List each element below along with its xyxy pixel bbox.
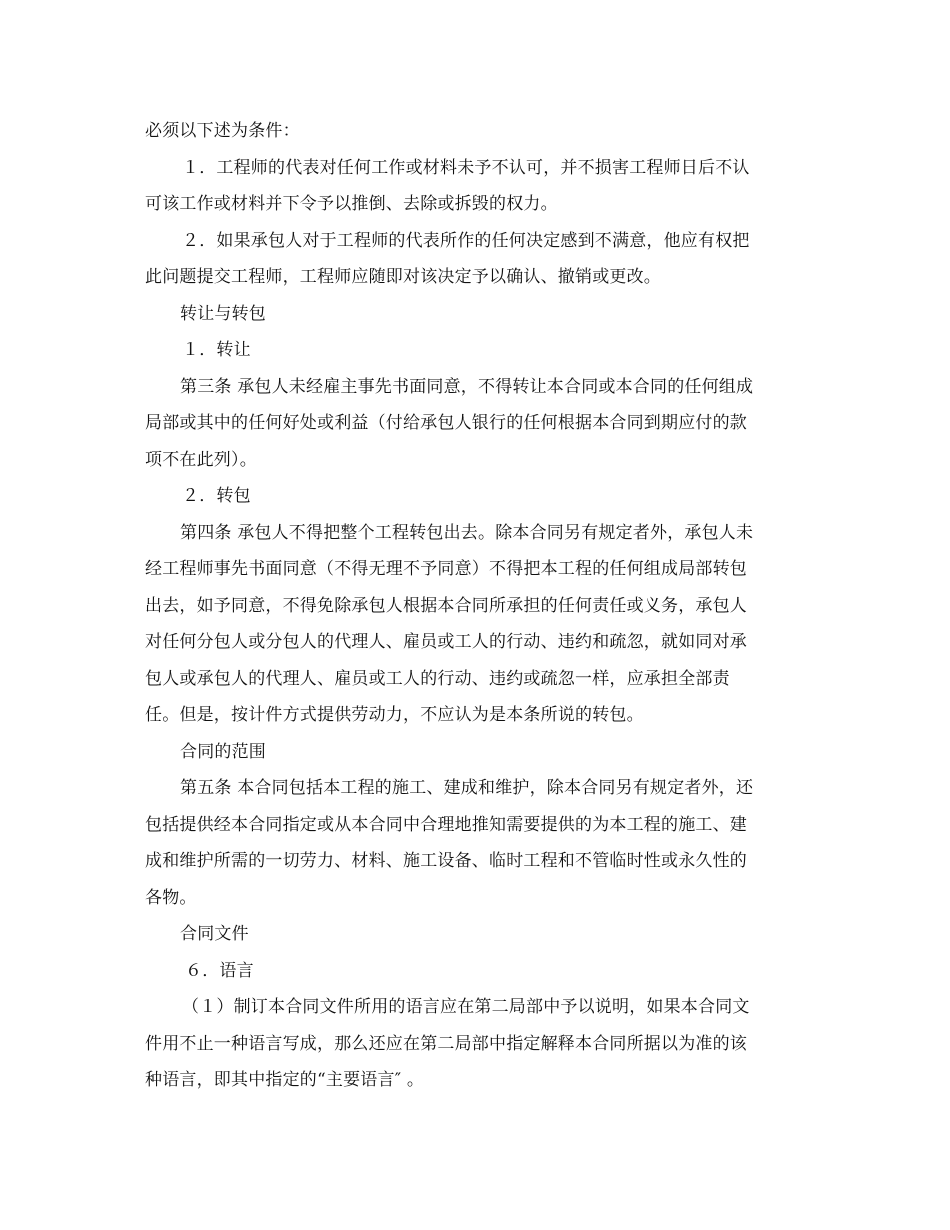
text-line: 种语言，即其中指定的“主要语言″ 。 <box>145 1070 425 1090</box>
section-heading-transfer: 转让与转包 <box>180 303 266 324</box>
subheading-language: ６．语言 <box>185 960 254 981</box>
clause-1-line: １．工程师的代表对任何工作或材料未予不认可，并不损害工程师日后不认 <box>182 157 750 178</box>
article-3-line: 第三条 承包人未经雇主事先书面同意，不得转让本合同或本合同的任何组成 <box>180 376 754 397</box>
text-line: 对任何分包人或分包人的代理人、雇员或工人的行动、违约和疏忽，就如同对承 <box>145 632 747 652</box>
article-4-line: 第四条 承包人不得把整个工程转包出去。除本合同另有规定者外，承包人未 <box>180 522 754 543</box>
text-line: 包括提供经本合同指定或从本合同中合理地推知需要提供的为本工程的施工、建 <box>145 814 747 835</box>
text-line: 包人或承包人的代理人、雇员或工人的行动、违约或疏忽一样，应承担全部责 <box>145 668 730 689</box>
text-line: 经工程师事先书面同意（不得无理不予同意）不得把本工程的任何组成局部转包 <box>145 559 747 579</box>
document-body <box>145 113 805 1099</box>
clause-6-1-line: （１）制订本合同文件所用的语言应在第二局部中予以说明，如果本合同文 <box>182 997 750 1017</box>
text-line: 必须以下述为条件： <box>145 121 300 141</box>
text-line: 局部或其中的任何好处或利益（付给承包人银行的任何根据本合同到期应付的款 <box>145 413 747 433</box>
text-line: 各物。 <box>145 887 197 908</box>
subheading-assignment: １．转让 <box>182 340 251 360</box>
subheading-subcontract: ２．转包 <box>182 486 251 506</box>
text-line: 可该工作或材料并下令予以推倒、去除或拆毁的权力。 <box>145 194 558 214</box>
text-line: 件用不止一种语言写成，那么还应在第二局部中指定解释本合同所据以为准的该 <box>145 1033 747 1054</box>
text-line: 出去，如予同意，不得免除承包人根据本合同所承担的任何责任或义务，承包人 <box>145 595 747 616</box>
text-line: 任。但是，按计件方式提供劳动力，不应认为是本条所说的转包。 <box>145 705 644 725</box>
text-line: 此问题提交工程师，工程师应随即对该决定予以确认、撤销或更改。 <box>145 267 661 287</box>
section-heading-scope: 合同的范围 <box>180 741 266 762</box>
text-line: 项不在此列）。 <box>145 449 257 470</box>
article-5-line: 第五条 本合同包括本工程的施工、建成和维护，除本合同另有规定者外，还 <box>180 778 754 798</box>
section-heading-documents: 合同文件 <box>180 924 249 944</box>
text-line: 成和维护所需的一切劳力、材料、施工设备、临时工程和不管临时性或永久性的 <box>145 851 747 871</box>
clause-2-line: ２．如果承包人对于工程师的代表所作的任何决定感到不满意，他应有权把 <box>182 230 750 251</box>
